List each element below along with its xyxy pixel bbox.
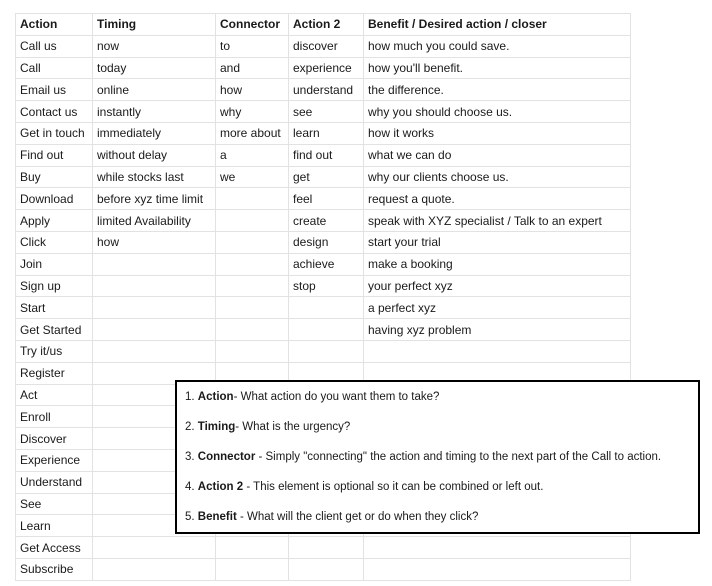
- cell-connector[interactable]: [216, 210, 289, 232]
- cell-benefit[interactable]: why our clients choose us.: [364, 166, 631, 188]
- cell-action-2[interactable]: [289, 558, 364, 580]
- cell-timing[interactable]: today: [93, 57, 216, 79]
- cell-connector[interactable]: to: [216, 35, 289, 57]
- cell-action-2[interactable]: design: [289, 231, 364, 253]
- cell-connector[interactable]: how: [216, 79, 289, 101]
- cell-action[interactable]: Get Started: [16, 319, 93, 341]
- legend-description: - What will the client get or do when they click?: [236, 511, 479, 523]
- cell-action[interactable]: Contact us: [16, 101, 93, 123]
- legend-number: 4.: [185, 481, 195, 493]
- legend-item: [185, 510, 698, 540]
- table-row: [16, 35, 631, 57]
- table-row: [16, 319, 631, 341]
- table-row: [16, 340, 631, 362]
- cell-timing[interactable]: limited Availability: [93, 210, 216, 232]
- cell-connector[interactable]: [216, 188, 289, 210]
- cell-action-2[interactable]: stop: [289, 275, 364, 297]
- cell-action[interactable]: Experience: [16, 449, 93, 471]
- cell-action[interactable]: Understand: [16, 471, 93, 493]
- cell-action[interactable]: Get Access: [16, 537, 93, 559]
- cell-action-2[interactable]: feel: [289, 188, 364, 210]
- table-row: [16, 79, 631, 101]
- cell-timing[interactable]: before xyz time limit: [93, 188, 216, 210]
- cell-action[interactable]: Sign up: [16, 275, 93, 297]
- cell-action[interactable]: Register: [16, 362, 93, 384]
- cell-action-2[interactable]: get: [289, 166, 364, 188]
- legend-item: [185, 390, 698, 420]
- cell-timing[interactable]: immediately: [93, 122, 216, 144]
- cell-action[interactable]: Discover: [16, 428, 93, 450]
- cell-benefit[interactable]: how it works: [364, 122, 631, 144]
- header-row: [16, 14, 631, 36]
- table-row: [16, 101, 631, 123]
- table-row: [16, 297, 631, 319]
- legend-description: - What is the urgency?: [235, 421, 351, 433]
- legend-term: Connector: [197, 451, 256, 463]
- table-row: [16, 144, 631, 166]
- header-connector[interactable]: Connector: [216, 14, 289, 36]
- legend-number: 5.: [185, 511, 195, 523]
- cell-timing[interactable]: now: [93, 35, 216, 57]
- cell-connector[interactable]: and: [216, 57, 289, 79]
- cell-action[interactable]: Email us: [16, 79, 93, 101]
- header-timing[interactable]: Timing: [93, 14, 216, 36]
- legend-number: 3.: [185, 451, 195, 463]
- cell-benefit[interactable]: [364, 558, 631, 580]
- cell-timing[interactable]: [93, 253, 216, 275]
- cell-benefit[interactable]: why you should choose us.: [364, 101, 631, 123]
- cell-action[interactable]: See: [16, 493, 93, 515]
- cell-action-2[interactable]: learn: [289, 122, 364, 144]
- cell-timing[interactable]: online: [93, 79, 216, 101]
- header-benefit[interactable]: Benefit / Desired action / closer: [364, 14, 631, 36]
- cell-action[interactable]: Call us: [16, 35, 93, 57]
- cell-connector[interactable]: [216, 340, 289, 362]
- legend-item: [185, 420, 698, 450]
- legend-term: Action: [197, 391, 234, 403]
- cell-action[interactable]: Download: [16, 188, 93, 210]
- cell-action-2[interactable]: create: [289, 210, 364, 232]
- legend-item: [185, 480, 698, 510]
- cell-action[interactable]: Start: [16, 297, 93, 319]
- cell-benefit[interactable]: start your trial: [364, 231, 631, 253]
- header-action[interactable]: Action: [16, 14, 93, 36]
- cell-benefit[interactable]: a perfect xyz: [364, 297, 631, 319]
- cell-benefit[interactable]: request a quote.: [364, 188, 631, 210]
- cell-action-2[interactable]: achieve: [289, 253, 364, 275]
- cell-timing[interactable]: [93, 340, 216, 362]
- cell-benefit[interactable]: having xyz problem: [364, 319, 631, 341]
- table-row: [16, 166, 631, 188]
- cell-action-2[interactable]: find out: [289, 144, 364, 166]
- cell-connector[interactable]: we: [216, 166, 289, 188]
- cell-action-2[interactable]: see: [289, 101, 364, 123]
- table-row: [16, 210, 631, 232]
- cell-connector[interactable]: [216, 558, 289, 580]
- table-row: [16, 253, 631, 275]
- cell-action[interactable]: Join: [16, 253, 93, 275]
- cell-action-2[interactable]: [289, 319, 364, 341]
- legend-number: 1.: [185, 391, 195, 403]
- cell-timing[interactable]: [93, 275, 216, 297]
- cell-connector[interactable]: [216, 253, 289, 275]
- legend-term: Timing: [197, 421, 236, 433]
- cell-benefit[interactable]: your perfect xyz: [364, 275, 631, 297]
- cell-benefit[interactable]: the difference.: [364, 79, 631, 101]
- cell-connector[interactable]: a: [216, 144, 289, 166]
- cell-action[interactable]: Buy: [16, 166, 93, 188]
- cell-benefit[interactable]: how you'll benefit.: [364, 57, 631, 79]
- cell-timing[interactable]: [93, 297, 216, 319]
- cell-connector[interactable]: [216, 297, 289, 319]
- legend-description: - Simply "connecting" the action and timing to the next part of the Call to action.: [255, 451, 662, 463]
- cell-connector[interactable]: [216, 231, 289, 253]
- table-row: [16, 275, 631, 297]
- cell-action[interactable]: Apply: [16, 210, 93, 232]
- cell-action-2[interactable]: [289, 340, 364, 362]
- legend-box: [175, 380, 700, 534]
- legend-term: Benefit: [197, 511, 237, 523]
- legend-description: - What action do you want them to take?: [233, 391, 440, 403]
- cell-action-2[interactable]: [289, 297, 364, 319]
- legend-description: - This element is optional so it can be combined or left out.: [243, 481, 544, 493]
- cell-connector[interactable]: [216, 319, 289, 341]
- cell-connector[interactable]: more about: [216, 122, 289, 144]
- legend-term: Action 2: [197, 481, 244, 493]
- cell-action[interactable]: Call: [16, 57, 93, 79]
- header-action-2[interactable]: Action 2: [289, 14, 364, 36]
- cell-action[interactable]: Get in touch: [16, 122, 93, 144]
- cell-benefit[interactable]: how much you could save.: [364, 35, 631, 57]
- cell-benefit[interactable]: speak with XYZ specialist / Talk to an expert: [364, 210, 631, 232]
- cell-timing[interactable]: [93, 319, 216, 341]
- table-row: [16, 231, 631, 253]
- cell-action[interactable]: Act: [16, 384, 93, 406]
- table-row: [16, 558, 631, 580]
- cell-timing[interactable]: while stocks last: [93, 166, 216, 188]
- table-row: [16, 57, 631, 79]
- cell-benefit[interactable]: make a booking: [364, 253, 631, 275]
- table-row: [16, 188, 631, 210]
- cell-action-2[interactable]: understand: [289, 79, 364, 101]
- cell-action[interactable]: Try it/us: [16, 340, 93, 362]
- legend-item: [185, 450, 698, 480]
- cell-action[interactable]: Learn: [16, 515, 93, 537]
- cell-timing[interactable]: how: [93, 231, 216, 253]
- cell-action-2[interactable]: experience: [289, 57, 364, 79]
- cell-timing[interactable]: without delay: [93, 144, 216, 166]
- cell-action[interactable]: Enroll: [16, 406, 93, 428]
- cell-timing[interactable]: instantly: [93, 101, 216, 123]
- cell-timing[interactable]: [93, 558, 216, 580]
- cell-action[interactable]: Find out: [16, 144, 93, 166]
- cell-benefit[interactable]: [364, 340, 631, 362]
- legend-number: 2.: [185, 421, 195, 433]
- cell-benefit[interactable]: what we can do: [364, 144, 631, 166]
- cell-action-2[interactable]: discover: [289, 35, 364, 57]
- cell-connector[interactable]: [216, 275, 289, 297]
- cell-action[interactable]: Click: [16, 231, 93, 253]
- table-row: [16, 122, 631, 144]
- cell-action[interactable]: Subscribe: [16, 558, 93, 580]
- cell-connector[interactable]: why: [216, 101, 289, 123]
